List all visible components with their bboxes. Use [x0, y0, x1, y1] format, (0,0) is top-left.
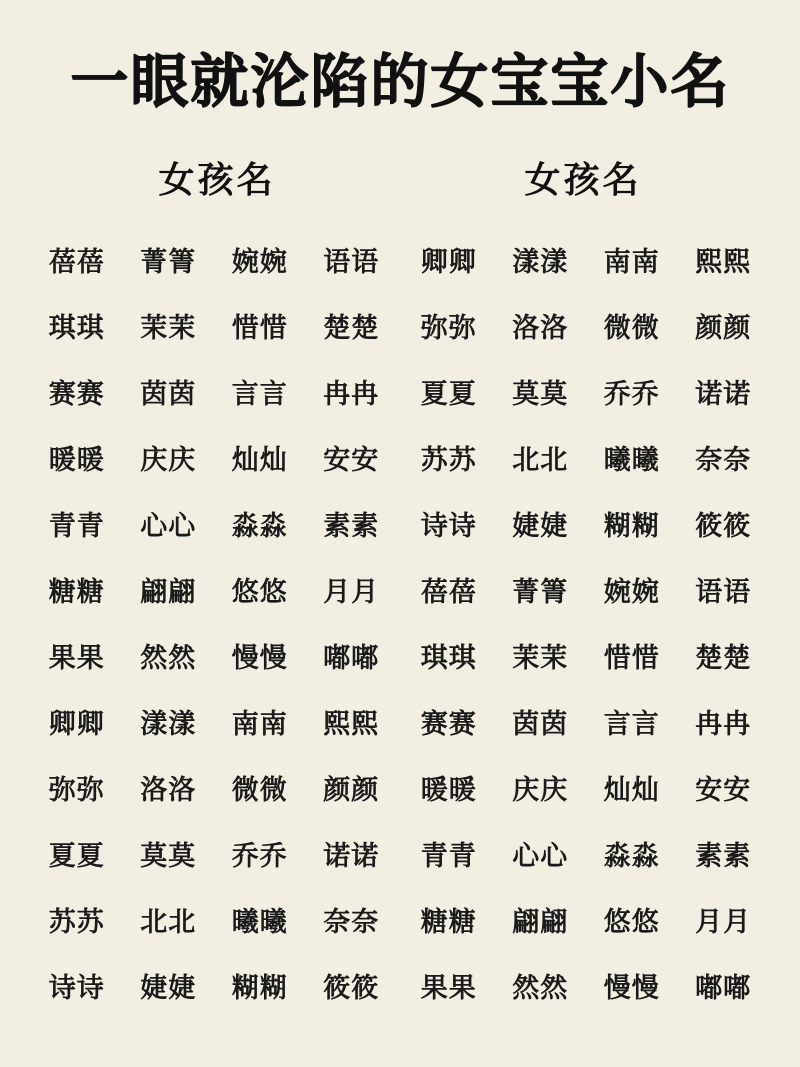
name-item: 婉婉	[231, 246, 288, 277]
name-item: 糖糖	[48, 576, 105, 607]
name-item: 曦曦	[231, 906, 288, 937]
name-item: 婉婉	[603, 576, 660, 607]
name-item: 苏苏	[420, 444, 477, 475]
name-item: 茉茉	[140, 312, 197, 343]
name-item: 北北	[512, 444, 569, 475]
name-item: 言言	[603, 708, 660, 739]
name-item: 然然	[512, 972, 569, 1003]
name-item: 悠悠	[231, 576, 288, 607]
name-item: 语语	[323, 246, 380, 277]
name-item: 蓓蓓	[420, 576, 477, 607]
name-item: 蓓蓓	[48, 246, 105, 277]
name-item: 安安	[323, 444, 380, 475]
name-item: 菁箐	[512, 576, 569, 607]
name-columns	[34, 152, 766, 1047]
name-item: 青青	[420, 840, 477, 871]
name-item: 素素	[323, 510, 380, 541]
name-item: 冉冉	[323, 378, 380, 409]
name-item: 奈奈	[695, 444, 752, 475]
name-item: 莫莫	[512, 378, 569, 409]
name-item: 月月	[323, 576, 380, 607]
name-item: 筱筱	[695, 510, 752, 541]
name-item: 诺诺	[695, 378, 752, 409]
name-item: 心心	[140, 510, 197, 541]
column-right-heading: 女孩名	[524, 159, 642, 200]
name-item: 慢慢	[603, 972, 660, 1003]
name-item: 颜颜	[695, 312, 752, 343]
name-item: 楚楚	[323, 312, 380, 343]
name-item: 惜惜	[603, 642, 660, 673]
name-item: 心心	[512, 840, 569, 871]
name-item: 弥弥	[420, 312, 477, 343]
name-item: 淼淼	[231, 510, 288, 541]
name-item: 颜颜	[323, 774, 380, 805]
name-item: 果果	[48, 642, 105, 673]
name-item: 嘟嘟	[323, 642, 380, 673]
name-item: 庆庆	[512, 774, 569, 805]
name-item: 素素	[695, 840, 752, 871]
name-item: 赛赛	[48, 378, 105, 409]
name-item: 赛赛	[420, 708, 477, 739]
name-item: 卿卿	[420, 246, 477, 277]
name-item: 冉冉	[695, 708, 752, 739]
name-item: 诗诗	[420, 510, 477, 541]
column-right	[400, 152, 766, 1047]
name-item: 淼淼	[603, 840, 660, 871]
name-item: 南南	[603, 246, 660, 277]
name-item: 灿灿	[603, 774, 660, 805]
name-item: 微微	[603, 312, 660, 343]
name-item: 暖暖	[48, 444, 105, 475]
name-item: 灿灿	[231, 444, 288, 475]
name-item: 菁箐	[140, 246, 197, 277]
name-item: 茵茵	[140, 378, 197, 409]
name-item: 熙熙	[323, 708, 380, 739]
name-item: 南南	[231, 708, 288, 739]
name-item: 言言	[231, 378, 288, 409]
name-item: 悠悠	[603, 906, 660, 937]
name-item: 诗诗	[48, 972, 105, 1003]
name-item: 乔乔	[231, 840, 288, 871]
name-item: 果果	[420, 972, 477, 1003]
name-item: 卿卿	[48, 708, 105, 739]
name-item: 糖糖	[420, 906, 477, 937]
name-item: 洛洛	[512, 312, 569, 343]
name-item: 夏夏	[48, 840, 105, 871]
name-item: 惜惜	[231, 312, 288, 343]
name-item: 茵茵	[512, 708, 569, 739]
name-item: 苏苏	[48, 906, 105, 937]
name-item: 琪琪	[48, 312, 105, 343]
column-left	[34, 152, 400, 1047]
name-item: 婕婕	[140, 972, 197, 1003]
name-item: 奈奈	[323, 906, 380, 937]
name-item: 漾漾	[140, 708, 197, 739]
name-item: 诺诺	[323, 840, 380, 871]
name-item: 曦曦	[603, 444, 660, 475]
name-item: 茉茉	[512, 642, 569, 673]
name-item: 安安	[695, 774, 752, 805]
name-item: 暖暖	[420, 774, 477, 805]
name-item: 婕婕	[512, 510, 569, 541]
name-item: 庆庆	[140, 444, 197, 475]
name-item: 楚楚	[695, 642, 752, 673]
name-item: 月月	[695, 906, 752, 937]
name-item: 翩翩	[512, 906, 569, 937]
name-item: 弥弥	[48, 774, 105, 805]
name-item: 慢慢	[231, 642, 288, 673]
name-item: 漾漾	[512, 246, 569, 277]
name-item: 筱筱	[323, 972, 380, 1003]
name-item: 嘟嘟	[695, 972, 752, 1003]
name-item: 糊糊	[603, 510, 660, 541]
page-title: 一眼就沦陷的女宝宝小名	[69, 49, 730, 114]
name-item: 然然	[140, 642, 197, 673]
column-left-grid	[31, 229, 403, 1021]
name-item: 北北	[140, 906, 197, 937]
name-item: 夏夏	[420, 378, 477, 409]
name-item: 莫莫	[140, 840, 197, 871]
name-item: 洛洛	[140, 774, 197, 805]
column-right-grid	[397, 229, 769, 1021]
name-item: 翩翩	[140, 576, 197, 607]
column-left-heading: 女孩名	[158, 159, 276, 200]
name-item: 乔乔	[603, 378, 660, 409]
name-item: 糊糊	[231, 972, 288, 1003]
name-item: 微微	[231, 774, 288, 805]
name-item: 青青	[48, 510, 105, 541]
name-item: 熙熙	[695, 246, 752, 277]
name-item: 语语	[695, 576, 752, 607]
name-item: 琪琪	[420, 642, 477, 673]
